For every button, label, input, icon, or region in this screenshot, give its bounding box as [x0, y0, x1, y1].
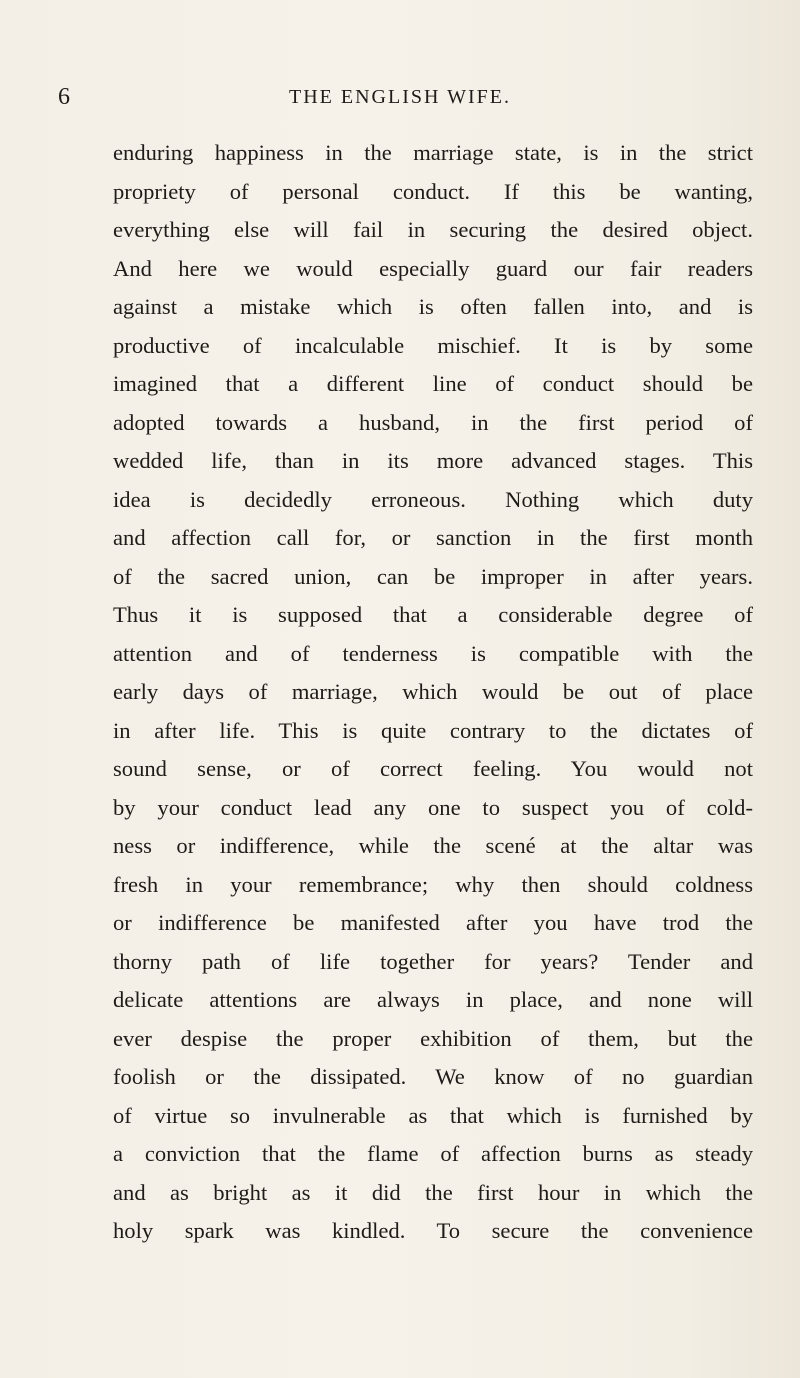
text-line: ness or indifference, while the scené at the altar was — [113, 833, 753, 858]
page-number: 6 — [58, 84, 70, 110]
text-line: against a mistake which is often fallen into, and is — [113, 294, 753, 319]
text-line: enduring happiness in the marriage state, is in the strict — [113, 140, 753, 165]
text-line: of the sacred union, can be improper in after years. — [113, 563, 753, 589]
text-line: imagined that a different line of conduct should be — [113, 371, 753, 396]
text-line: or indifference be manifested after you have trod the — [113, 910, 753, 935]
page-header — [0, 84, 800, 116]
text-line: everything else will fail in securing the desired object. — [113, 217, 753, 242]
text-line: of virtue so invulnerable as that which is furnished by — [113, 1102, 753, 1128]
text-line: Thus it is supposed that a considerable degree of — [113, 602, 753, 627]
text-line: and as bright as it did the first hour in which the — [113, 1179, 753, 1205]
text-line: attention and of tenderness is compatible with the — [113, 640, 753, 666]
text-line: sound sense, or of correct feeling. You would not — [113, 756, 753, 781]
text-line: propriety of personal conduct. If this be wanting, — [113, 178, 753, 204]
text-line: idea is decidedly erroneous. Nothing which duty — [113, 486, 753, 512]
text-line: ever despise the proper exhibition of them, but the — [113, 1025, 753, 1051]
text-line: holy spark was kindled. To secure the convenience — [113, 1218, 753, 1243]
text-line: fresh in your remembrance; why then should coldness — [113, 871, 753, 897]
text-line: by your conduct lead any one to suspect you of cold- — [113, 794, 753, 820]
text-line: delicate attentions are always in place, and none will — [113, 987, 753, 1012]
running-head: THE ENGLISH WIFE. — [289, 86, 511, 108]
text-line: and affection call for, or sanction in the first month — [113, 525, 753, 550]
text-line: adopted towards a husband, in the first period of — [113, 409, 753, 435]
text-line: foolish or the dissipated. We know of no guardian — [113, 1064, 753, 1089]
text-line: early days of marriage, which would be out of place — [113, 679, 753, 704]
text-line: thorny path of life together for years? Tender and — [113, 948, 753, 974]
text-line: in after life. This is quite contrary to the dictates of — [113, 717, 753, 743]
text-line: And here we would especially guard our fair readers — [113, 255, 753, 281]
text-line: a conviction that the flame of affection burns as steady — [113, 1141, 753, 1166]
text-line: wedded life, than in its more advanced stages. This — [113, 448, 753, 473]
text-line: productive of incalculable mischief. It is by some — [113, 332, 753, 358]
body-text — [113, 134, 753, 1251]
